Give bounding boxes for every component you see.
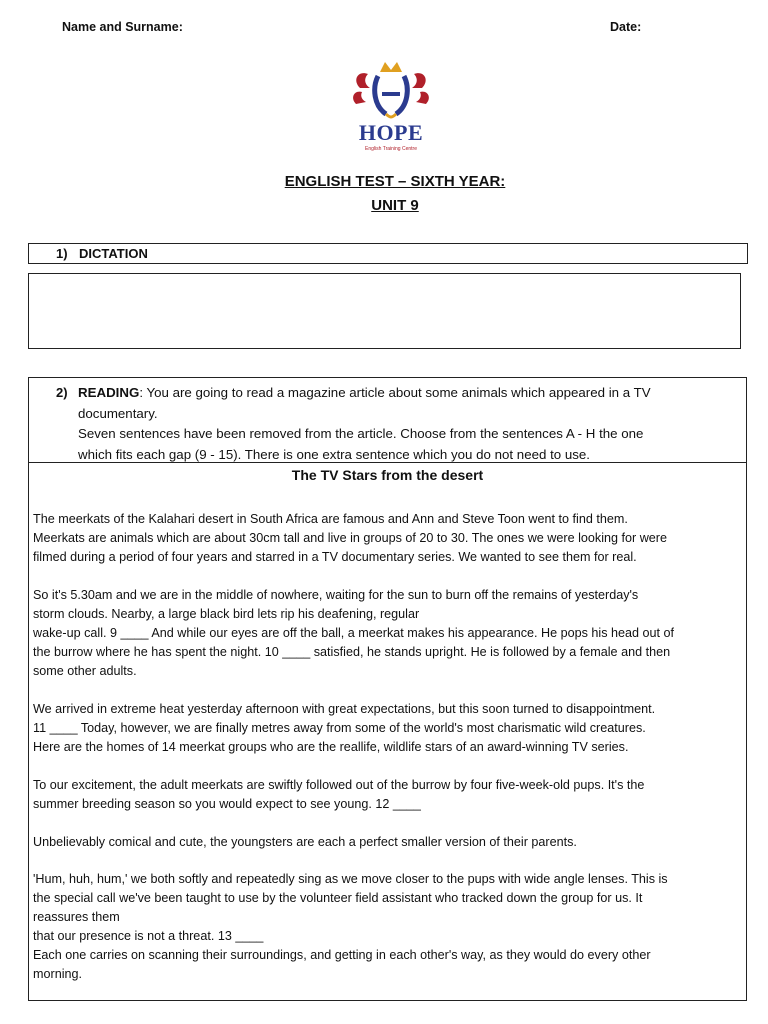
text-line: Each one carries on scanning their surroundings, and getting in each other's way, as they would do every other: [33, 948, 651, 962]
reading-number: 2): [56, 385, 68, 400]
text-line: To our excitement, the adult meerkats are swiftly followed out of the burrow by four five-week-old pups. It's the: [33, 778, 645, 792]
crest-icon: [350, 58, 432, 122]
text-line: 11 ____ Today, however, we are finally metres away from some of the world's most charismatic wild creatures.: [33, 721, 646, 735]
name-surname-label: Name and Surname:: [62, 20, 183, 34]
unit-title: UNIT 9: [371, 197, 419, 214]
text-line: summer breeding season so you would expect to see young. 12 ____: [33, 797, 421, 811]
dictation-writing-area[interactable]: [28, 273, 741, 349]
article-paragraph-6: [33, 870, 743, 984]
instruction-line-4: which fits each gap (9 - 15). There is one extra sentence which you do not need to use.: [78, 446, 590, 462]
text-line: that our presence is not a threat. 13 ____: [33, 929, 264, 943]
instruction-line-1: : You are going to read a magazine article about some animals which appeared in a TV: [139, 385, 651, 400]
text-line: We arrived in extreme heat yesterday afternoon with great expectations, but this soon turned to disappointment.: [33, 702, 656, 716]
instruction-line-2: documentary.: [78, 405, 158, 421]
logo-wordmark: HOPE: [358, 120, 424, 145]
text-line: wake-up call. 9 ____ And while our eyes are off the ball, a meerkat makes his appearance. He pops his head out of: [33, 626, 675, 640]
article-paragraph-4: [33, 776, 743, 814]
text-line: some other adults.: [33, 664, 137, 678]
article-paragraph-2: [33, 586, 743, 681]
text-line: So it's 5.30am and we are in the middle of nowhere, waiting for the sun to burn off the remains of yesterday's: [33, 588, 639, 602]
instruction-line-3: Seven sentences have been removed from the article. Choose from the sentences A - H the one: [78, 426, 644, 441]
logo-subtitle: English Training Centre: [365, 146, 417, 152]
hope-logo: [350, 58, 432, 160]
article-paragraph-5: [33, 833, 743, 852]
article-paragraph-1: [33, 510, 743, 567]
text-line: reassures them: [33, 910, 120, 924]
dictation-number: 1): [56, 246, 68, 261]
dictation-label: DICTATION: [79, 246, 148, 261]
text-line: the burrow where he has spent the night. 10 ____ satisfied, he stands upright. He is followed by a female and then: [33, 645, 671, 659]
text-line: 'Hum, huh, hum,' we both softly and repeatedly sing as we move closer to the pups with wide angle lenses. This is: [33, 872, 668, 886]
text-line: Here are the homes of 14 meerkat groups who are the reallife, wildlife stars of an award-winning TV series.: [33, 740, 629, 754]
date-label: Date:: [610, 20, 642, 34]
reading-label: READING: [78, 385, 140, 400]
text-line: Unbelievably comical and cute, the youngsters are each a perfect smaller version of their parents.: [33, 835, 577, 849]
text-line: morning.: [33, 967, 82, 981]
article-title: The TV Stars from the desert: [291, 467, 484, 483]
test-title: ENGLISH TEST – SIXTH YEAR:: [284, 173, 506, 190]
text-line: The meerkats of the Kalahari desert in South Africa are famous and Ann and Steve Toon went to find them.: [33, 512, 628, 526]
reading-instructions: [78, 383, 740, 465]
text-line: Meerkats are animals which are about 30cm tall and live in groups of 20 to 30. The ones we were looking for were: [33, 531, 667, 545]
text-line: the special call we've been taught to use by the volunteer field assistant who tracked down the group for us. It: [33, 891, 643, 905]
text-line: filmed during a period of four years and starred in a TV documentary series. We wanted to see them for real.: [33, 550, 637, 564]
text-line: storm clouds. Nearby, a large black bird lets rip his deafening, regular: [33, 607, 420, 621]
article-paragraph-3: [33, 700, 743, 757]
